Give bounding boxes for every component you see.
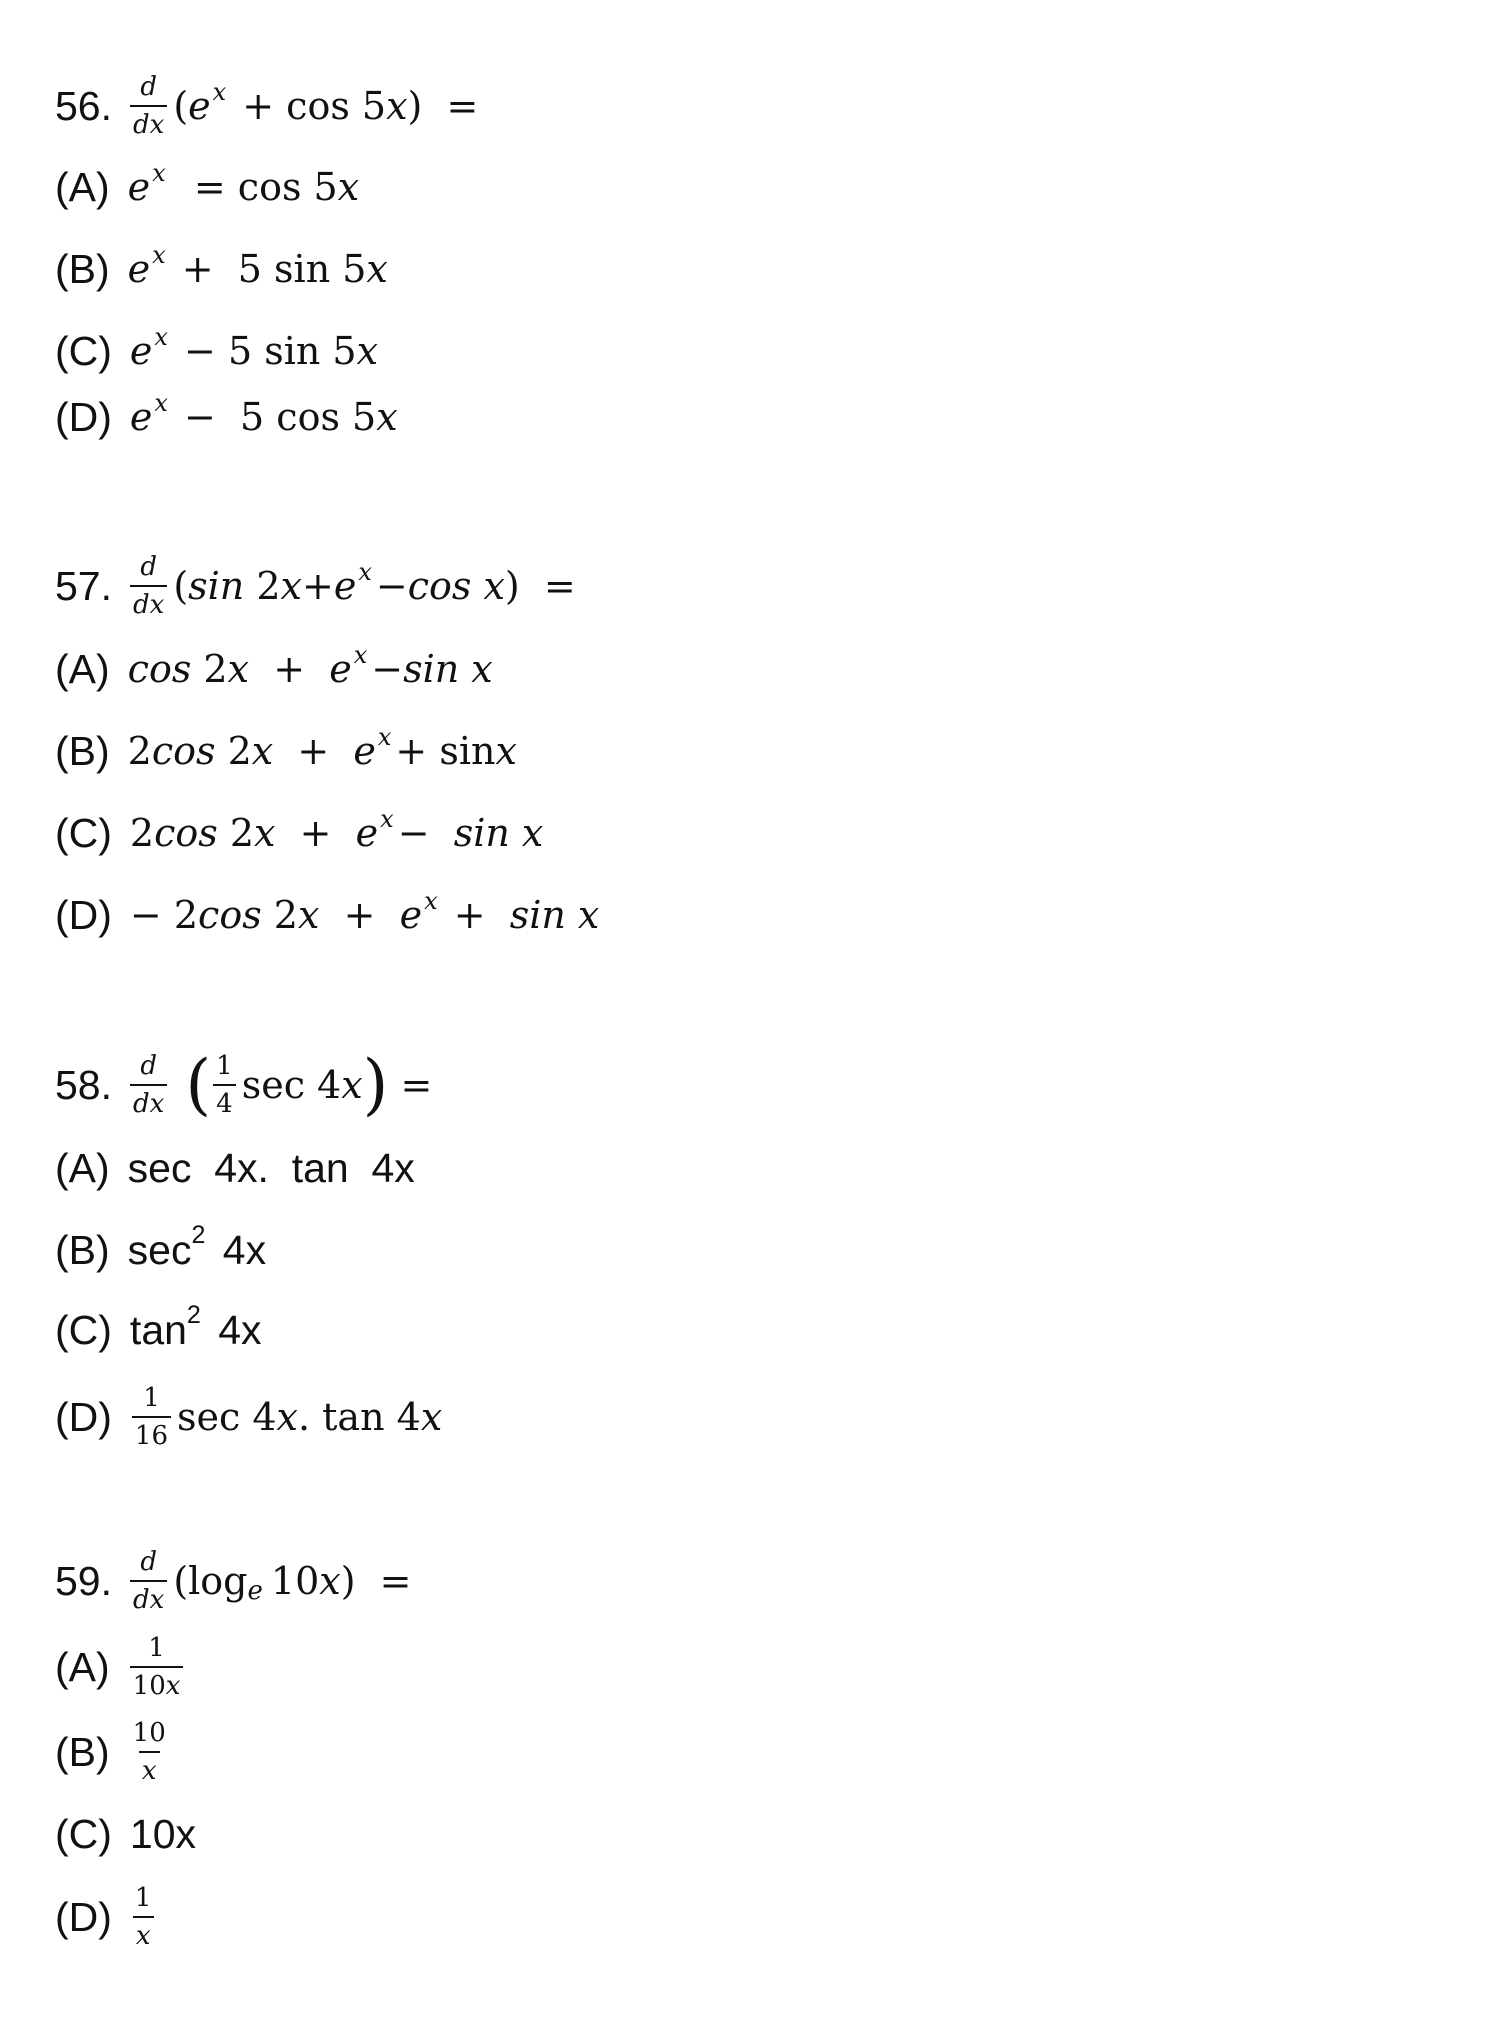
option-label: (C) bbox=[55, 327, 112, 374]
question-stem bbox=[55, 550, 1455, 622]
option-c[interactable] bbox=[55, 798, 543, 868]
question-stem bbox=[55, 70, 1455, 142]
option-text: sec 4x. tan 4x bbox=[127, 1144, 415, 1191]
question-number: 57. bbox=[55, 562, 112, 609]
option-label: (B) bbox=[55, 1226, 110, 1273]
option-label: (A) bbox=[55, 1144, 110, 1191]
question-stem bbox=[55, 1045, 1455, 1125]
option-expression bbox=[128, 1720, 175, 1784]
option-expression: 2 cos 2 x + e x − sin x bbox=[129, 805, 544, 855]
option-expression: $\frac{1}{16}$ sec 4 x . tan 4 x bbox=[130, 1385, 442, 1449]
option-expression: e x + 5 sin 5 x bbox=[127, 241, 388, 291]
option-label: (D) bbox=[55, 891, 112, 938]
option-d[interactable] bbox=[55, 1377, 442, 1457]
option-label: (B) bbox=[55, 245, 110, 292]
question-expression: $\frac{d}{dx}$ ( sin 2 x + e x − cos x ) = bbox=[128, 554, 576, 618]
question-58 bbox=[55, 1045, 1455, 1451]
option-d[interactable] bbox=[55, 382, 398, 452]
question-expression: $\frac{d}{dx}$ ( e x + cos 5 x ) = bbox=[128, 74, 478, 138]
option-c[interactable] bbox=[55, 1295, 262, 1365]
derivative-operator: $\frac{d}{dx}$ bbox=[130, 1053, 167, 1117]
option-expression: e x − 5 sin 5 x bbox=[129, 323, 379, 373]
option-label: (D) bbox=[55, 393, 112, 440]
option-a[interactable] bbox=[55, 1627, 189, 1707]
option-d[interactable] bbox=[55, 880, 599, 950]
option-text-tail: 4x bbox=[211, 1226, 267, 1273]
option-a[interactable] bbox=[55, 1133, 415, 1203]
question-number: 56. bbox=[55, 82, 112, 129]
option-c[interactable] bbox=[55, 316, 378, 386]
option-label: (B) bbox=[55, 727, 110, 774]
option-expression bbox=[130, 1885, 161, 1949]
fraction-one-over-x: $\frac{1}{x}$ bbox=[132, 1885, 155, 1949]
option-b[interactable] bbox=[55, 234, 388, 304]
option-label: (C) bbox=[55, 809, 112, 856]
option-label: (C) bbox=[55, 1306, 112, 1353]
option-expression: e x = cos 5 x bbox=[127, 159, 360, 209]
option-label: (C) bbox=[55, 1810, 112, 1857]
option-b[interactable] bbox=[55, 1215, 266, 1285]
option-label: (B) bbox=[55, 1728, 110, 1775]
option-text: 10x bbox=[129, 1810, 197, 1857]
option-expression: e x − 5 cos 5 x bbox=[129, 389, 398, 439]
question-57 bbox=[55, 550, 1455, 938]
option-label: (D) bbox=[55, 1393, 112, 1440]
fraction-ten-over-x: $\frac{10}{x}$ bbox=[132, 1718, 166, 1786]
option-label: (D) bbox=[55, 1893, 112, 1940]
option-expression: cos 2 x + e x − sin x bbox=[127, 641, 493, 691]
option-text-tail: 4x bbox=[206, 1306, 262, 1353]
derivative-operator: $\frac{d}{dx}$ bbox=[130, 554, 167, 618]
derivative-operator: $\frac{d}{dx}$ bbox=[130, 1549, 167, 1613]
derivative-operator: $\frac{d}{dx}$ bbox=[130, 74, 167, 138]
option-a[interactable] bbox=[55, 634, 493, 704]
question-expression: $\frac{d}{dx}$ ( $\frac{1}{4}$ sec 4 x ) = bbox=[128, 1052, 432, 1118]
option-b[interactable] bbox=[55, 1712, 175, 1792]
question-number: 59. bbox=[55, 1557, 112, 1604]
option-text-exponent: 2 bbox=[191, 1220, 206, 1249]
question-59 bbox=[55, 1545, 1455, 1951]
question-stem bbox=[55, 1545, 1455, 1617]
question-56 bbox=[55, 70, 1455, 440]
question-expression: $\frac{d}{dx}$ (log e 10 x ) = bbox=[128, 1549, 412, 1613]
fraction-one-over-ten-x: $\frac{1}{10x}$ bbox=[130, 1635, 184, 1699]
option-text-exponent: 2 bbox=[186, 1300, 201, 1329]
option-expression bbox=[128, 1635, 190, 1699]
option-d[interactable] bbox=[55, 1877, 160, 1957]
option-c[interactable] bbox=[55, 1799, 196, 1869]
fraction-one-quarter: $\frac{1}{4}$ bbox=[213, 1053, 236, 1117]
option-label: (A) bbox=[55, 1643, 110, 1690]
question-number: 58. bbox=[55, 1061, 112, 1108]
option-expression: − 2 cos 2 x + e x + sin x bbox=[129, 887, 600, 937]
option-b[interactable] bbox=[55, 716, 517, 786]
option-text-base: tan bbox=[129, 1306, 187, 1353]
option-a[interactable] bbox=[55, 152, 359, 222]
option-text-base: sec bbox=[127, 1226, 192, 1273]
option-expression: 2 cos 2 x + e x + sin x bbox=[127, 723, 517, 773]
option-label: (A) bbox=[55, 645, 110, 692]
option-label: (A) bbox=[55, 163, 110, 210]
fraction-one-sixteenth: $\frac{1}{16}$ bbox=[132, 1385, 171, 1449]
